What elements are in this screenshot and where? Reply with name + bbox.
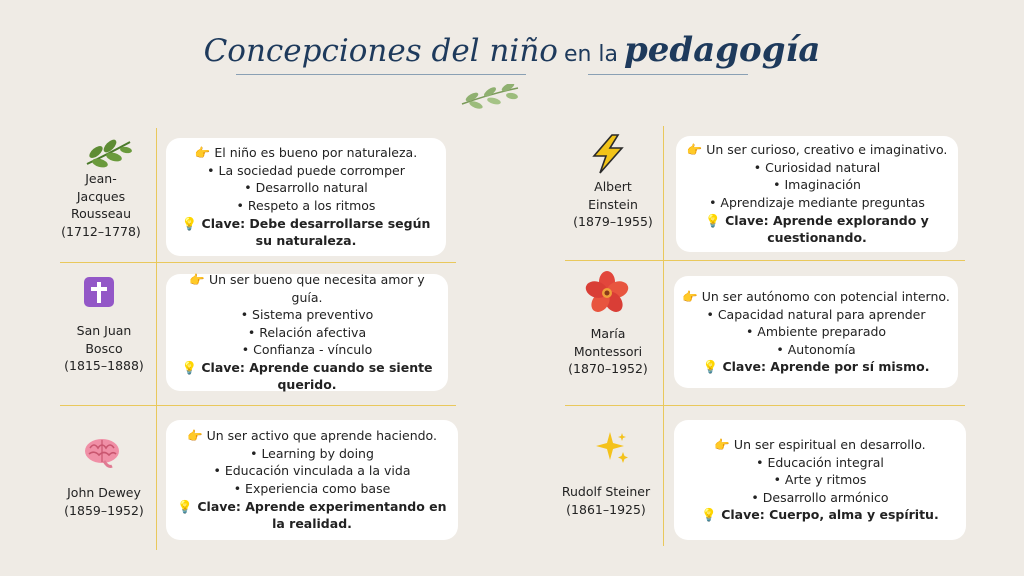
pedagogue-name-dewey: John Dewey (1859–1952) <box>64 485 144 518</box>
pointing-hand-icon: 👉 <box>194 145 211 161</box>
pedagogue-name-einstein: Albert Einstein (1879–1955) <box>573 179 653 229</box>
red-flower-icon <box>584 270 630 316</box>
divider-vertical-right <box>663 126 664 546</box>
latin-cross-icon <box>84 277 114 307</box>
light-bulb-icon: 💡 <box>177 498 193 514</box>
title-part-1: Concepciones del niño <box>203 33 558 69</box>
title-part-2: en la <box>563 42 619 67</box>
light-bulb-icon: 💡 <box>702 359 719 375</box>
divider-vertical-left <box>156 128 157 550</box>
pointing-hand-icon: 👉 <box>686 142 703 158</box>
light-bulb-icon: 💡 <box>701 507 717 523</box>
lightning-bolt-icon <box>590 134 626 174</box>
title-part-3: pedagogía <box>624 30 821 70</box>
title-sprig-icon <box>458 84 522 110</box>
pedagogue-name-rousseau: Jean- Jacques Rousseau (1712–1778) <box>61 171 141 239</box>
pedagogue-name-bosco: San Juan Bosco (1815–1888) <box>64 323 144 373</box>
card-dewey: 👉 Un ser activo que aprende haciendo. • Learning by doing • Educación vinculada a la vida • Experiencia como base 💡 Clave: Aprende experimentando en la realidad. <box>166 420 458 540</box>
divider-horizontal-left-2 <box>60 405 456 406</box>
card-rousseau: 👉 El niño es bueno por naturaleza. • La sociedad puede corromper • Desarrollo natural • Respeto a los ritmos 💡 Clave: Debe desarrollarse según su naturaleza. <box>166 138 446 256</box>
light-bulb-icon: 💡 <box>181 359 198 375</box>
sparkles-icon <box>594 430 630 466</box>
pedagogue-name-steiner: Rudolf Steiner (1861–1925) <box>561 484 651 517</box>
light-bulb-icon: 💡 <box>705 212 721 228</box>
card-bosco: 👉 Un ser bueno que necesita amor y guía. • Sistema preventivo • Relación afectiva • Confianza - vínculo 💡 Clave: Aprende cuando se siente querido. <box>166 274 448 391</box>
card-steiner: 👉 Un ser espiritual en desarrollo. • Educación integral • Arte y ritmos • Desarrollo armónico 💡 Clave: Cuerpo, alma y espíritu. <box>674 420 966 540</box>
brain-icon <box>82 436 122 470</box>
divider-horizontal-left-1 <box>60 262 456 263</box>
divider-horizontal-right-1 <box>565 260 965 261</box>
title-underline-right <box>588 74 748 75</box>
light-bulb-icon: 💡 <box>181 215 198 231</box>
pointing-hand-icon: 👉 <box>187 428 203 444</box>
pedagogue-name-montessori: María Montessori (1870–1952) <box>568 326 648 376</box>
title-underline-left <box>236 74 526 75</box>
card-einstein: 👉 Un ser curioso, creativo e imaginativo. • Curiosidad natural • Imaginación • Aprendizaje mediante preguntas 💡 Clave: Aprende explorando y cuestionando. <box>676 136 958 252</box>
leaf-branch-icon <box>84 138 132 168</box>
pointing-hand-icon: 👉 <box>714 437 730 453</box>
divider-horizontal-right-2 <box>565 405 965 406</box>
page-title <box>0 30 1024 70</box>
card-montessori: 👉 Un ser autónomo con potencial interno. • Capacidad natural para aprender • Ambiente preparado • Autonomía 💡 Clave: Aprende por sí mismo. <box>674 276 958 388</box>
pointing-hand-icon: 👉 <box>189 271 205 287</box>
pointing-hand-icon: 👉 <box>682 289 698 305</box>
